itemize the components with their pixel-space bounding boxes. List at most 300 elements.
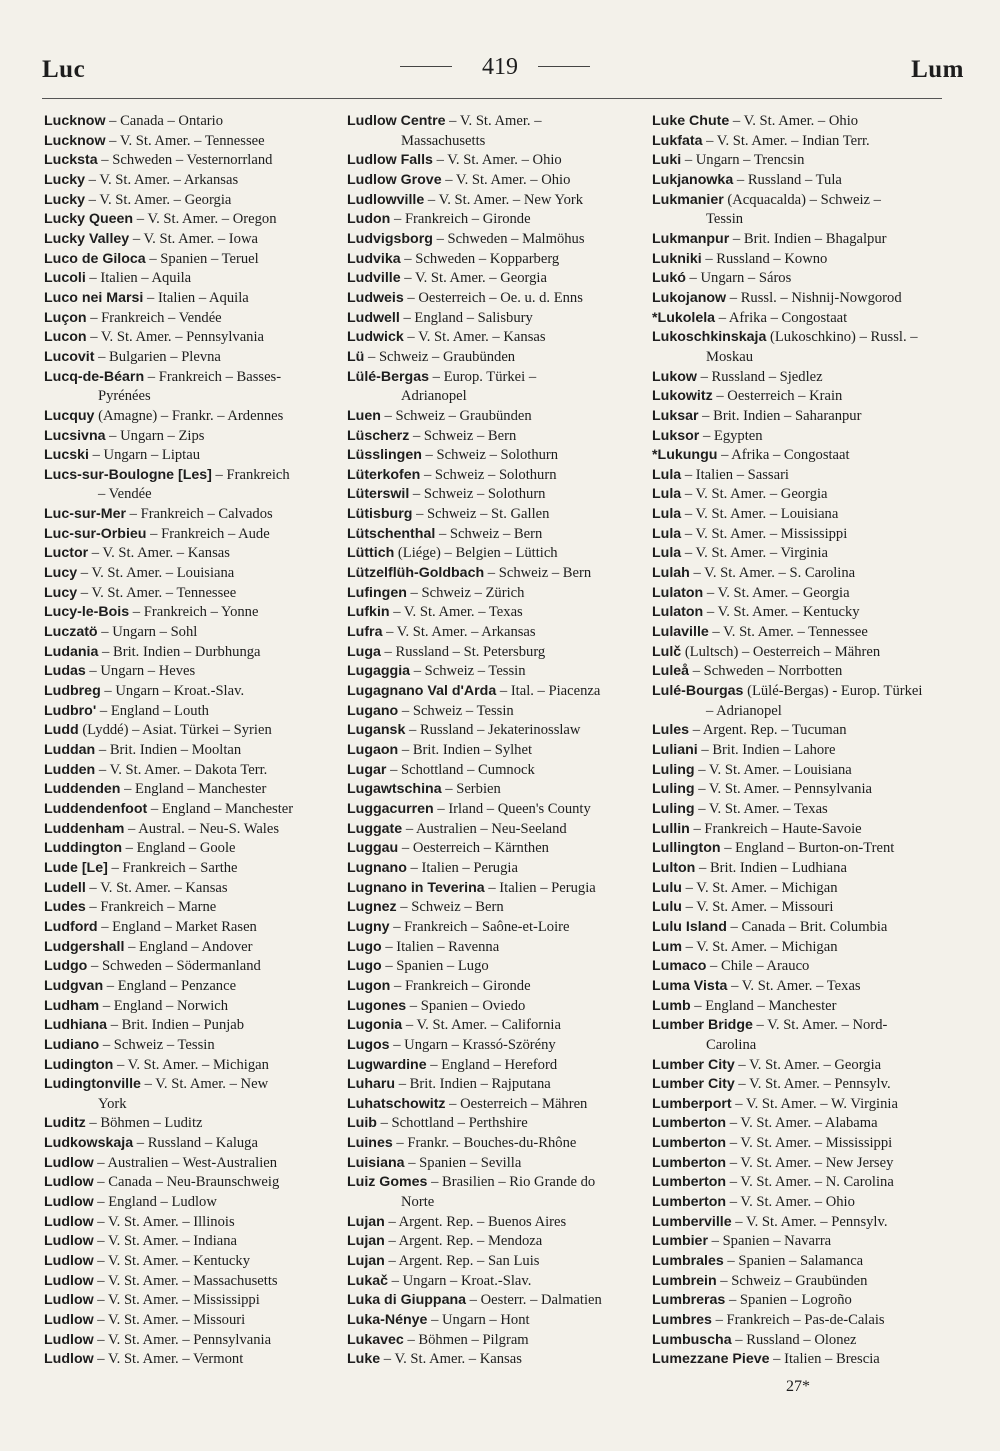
gazetteer-entry bbox=[44, 1350, 338, 1370]
gazetteer-entry bbox=[347, 1154, 643, 1174]
place-location: – Chile – Arauco bbox=[706, 958, 810, 975]
place-name: Lütisburg bbox=[347, 506, 413, 523]
place-name: Luditz bbox=[44, 1115, 86, 1132]
gazetteer-entry bbox=[347, 780, 643, 800]
gazetteer-entry bbox=[652, 1213, 944, 1233]
gazetteer-entry bbox=[652, 1134, 944, 1154]
gazetteer-entry bbox=[652, 1075, 944, 1095]
place-name: Ludham bbox=[44, 997, 100, 1014]
place-name: Luddenham bbox=[44, 820, 125, 837]
gazetteer-entry bbox=[652, 485, 944, 505]
gazetteer-entry bbox=[347, 1036, 643, 1056]
place-name: Luling bbox=[652, 800, 695, 817]
gazetteer-entry bbox=[44, 171, 338, 191]
gazetteer-entry bbox=[347, 1311, 643, 1331]
signature-mark: 27* bbox=[786, 1378, 810, 1395]
place-name: Lumberton bbox=[652, 1154, 727, 1171]
place-location: – V. St. Amer. – Oregon bbox=[133, 211, 277, 228]
place-location: – Afrika – Congostaat bbox=[715, 309, 848, 326]
place-location: – Schweiz – Graubünden bbox=[380, 407, 532, 424]
gazetteer-entry bbox=[44, 1213, 338, 1233]
gazetteer-entry bbox=[44, 761, 338, 781]
place-location: – Frankreich – Gironde bbox=[390, 977, 531, 994]
place-location: (Amagne) – Frankr. – Ardennes bbox=[94, 407, 284, 424]
place-name: Luiz Gomes bbox=[347, 1174, 428, 1191]
place-location: – Ungarn – Sohl bbox=[97, 624, 198, 641]
place-location: – Oesterreich – Krain bbox=[712, 388, 843, 405]
place-name: Lugano bbox=[347, 702, 399, 719]
gazetteer-entry bbox=[652, 780, 944, 800]
place-location: – Schweiz – Bern bbox=[484, 565, 592, 582]
place-name: Luddington bbox=[44, 840, 122, 857]
place-location: – V. St. Amer. – Indiana bbox=[93, 1233, 238, 1250]
place-location: (Liége) – Belgien – Lüttich bbox=[394, 545, 558, 562]
gazetteer-entry bbox=[652, 309, 944, 329]
place-location: – England – Ludlow bbox=[93, 1194, 217, 1211]
place-location: – Frankreich – Gironde bbox=[390, 211, 531, 228]
place-name: Lula bbox=[652, 486, 682, 503]
gazetteer-entry bbox=[44, 505, 338, 525]
gazetteer-entry bbox=[347, 1232, 643, 1252]
place-location: – V. St. Amer. – S. Carolina bbox=[689, 565, 856, 582]
place-location: – Irland – Queen's County bbox=[433, 800, 591, 817]
place-name: Lucky Queen bbox=[44, 211, 134, 228]
place-name: Lugansk bbox=[347, 722, 406, 739]
place-name: Ludd bbox=[44, 722, 79, 739]
gazetteer-entry bbox=[347, 1252, 643, 1272]
place-name: Ludden bbox=[44, 761, 96, 778]
place-location: – England – Andover bbox=[124, 938, 253, 955]
gazetteer-entry bbox=[44, 938, 338, 958]
running-head-left: Luc bbox=[42, 56, 86, 83]
place-location: – V. St. Amer. – Kentucky bbox=[703, 604, 860, 621]
gazetteer-entry bbox=[347, 918, 643, 938]
place-location: – Russland – Tula bbox=[733, 171, 842, 188]
place-name: Lulaville bbox=[652, 624, 709, 641]
gazetteer-entry bbox=[44, 957, 338, 977]
place-name: Luddenden bbox=[44, 781, 121, 798]
place-name: Lulah bbox=[652, 565, 690, 582]
gazetteer-entry bbox=[652, 1272, 944, 1292]
place-name: *Lukungu bbox=[652, 447, 718, 464]
place-name: Lucon bbox=[44, 329, 87, 346]
place-name: Ludell bbox=[44, 879, 86, 896]
place-location: – Schweiz – Tessin bbox=[99, 1036, 215, 1053]
place-location: – Ungarn – Kroat.-Slav. bbox=[388, 1272, 532, 1289]
place-name: Lugo bbox=[347, 938, 382, 955]
place-name: Luksor bbox=[652, 427, 700, 444]
gazetteer-entry bbox=[347, 643, 643, 663]
gazetteer-entry bbox=[44, 643, 338, 663]
gazetteer-entry bbox=[44, 584, 338, 604]
place-location: – Vendée bbox=[98, 486, 152, 503]
gazetteer-entry bbox=[652, 1016, 944, 1036]
place-location: – England – Burton-on-Trent bbox=[720, 840, 895, 857]
gazetteer-entry bbox=[652, 997, 944, 1017]
place-location: – Spanien – Lugo bbox=[381, 958, 489, 975]
place-name: Lukowitz bbox=[652, 388, 713, 405]
place-location: – Brit. Indien – Bhagalpur bbox=[729, 230, 887, 247]
place-name: Ludlow bbox=[44, 1292, 94, 1309]
place-name: Luggau bbox=[347, 840, 399, 857]
gazetteer-entry bbox=[652, 387, 944, 407]
place-name: Luka di Giuppana bbox=[347, 1292, 467, 1309]
place-name: Lumbier bbox=[652, 1233, 708, 1250]
place-location: – Argent. Rep. – Buenos Aires bbox=[384, 1213, 567, 1230]
place-name: Lucy bbox=[44, 565, 78, 582]
place-location: – Italien – Sassari bbox=[681, 466, 789, 483]
gazetteer-entry bbox=[347, 761, 643, 781]
place-location: – V. St. Amer. – Louisiana bbox=[77, 565, 235, 582]
place-name: Ludania bbox=[44, 643, 99, 660]
place-name: Lujan bbox=[347, 1233, 385, 1250]
column-1 bbox=[44, 112, 338, 1370]
place-location: – Oesterreich – Kärnthen bbox=[398, 840, 549, 857]
place-name: Lucknow bbox=[44, 132, 106, 149]
place-location: – V. St. Amer. – Tennessee bbox=[105, 132, 265, 149]
place-location: – Schottland – Perthshire bbox=[376, 1115, 528, 1132]
gazetteer-entry bbox=[44, 1075, 338, 1095]
place-name: Lukojanow bbox=[652, 289, 727, 306]
gazetteer-entry bbox=[347, 564, 643, 584]
place-name: Ludgershall bbox=[44, 938, 125, 955]
place-name: Lufra bbox=[347, 624, 383, 641]
place-location: – Schweiz – Bern bbox=[396, 899, 504, 916]
gazetteer-entry bbox=[347, 957, 643, 977]
gazetteer-entry bbox=[652, 269, 944, 289]
place-location: – England – Goole bbox=[122, 840, 236, 857]
place-name: Ludhiana bbox=[44, 1017, 108, 1034]
gazetteer-entry bbox=[44, 662, 338, 682]
gazetteer-entry bbox=[347, 977, 643, 997]
gazetteer-entry bbox=[652, 446, 944, 466]
place-location: – V. St. Amer. – Kansas bbox=[85, 879, 228, 896]
place-name: Ludlow bbox=[44, 1174, 94, 1191]
place-name: Ludlow bbox=[44, 1351, 94, 1368]
place-name: Lullin bbox=[652, 820, 690, 837]
place-name: Luggacurren bbox=[347, 800, 434, 817]
place-name: Lucknow bbox=[44, 113, 106, 129]
place-location: – Oesterreich – Oe. u. d. Enns bbox=[403, 289, 583, 306]
place-name: Ludlow bbox=[44, 1253, 94, 1270]
place-location: – Italien – Ravenna bbox=[381, 938, 500, 955]
place-name: Ludbro' bbox=[44, 702, 97, 719]
place-name: Ludwick bbox=[347, 329, 404, 346]
place-name: Lucksta bbox=[44, 152, 98, 169]
place-name: Luib bbox=[347, 1115, 377, 1132]
gazetteer-entry bbox=[347, 1173, 643, 1193]
place-location: – Schweden – Malmöhus bbox=[432, 230, 585, 247]
place-name: Lugones bbox=[347, 997, 407, 1014]
place-location: – Spanien – Oviedo bbox=[406, 997, 526, 1014]
place-name: Luka-Nénye bbox=[347, 1312, 428, 1329]
place-location: Tessin bbox=[706, 211, 744, 228]
gazetteer-entry bbox=[347, 544, 643, 564]
gazetteer-entry bbox=[44, 898, 338, 918]
place-name: Lüscherz bbox=[347, 427, 410, 444]
place-location: – Russland – Kowno bbox=[701, 250, 828, 267]
place-name: Ludford bbox=[44, 918, 98, 935]
gazetteer-entry bbox=[347, 151, 643, 171]
place-location: – V. St. Amer. – Pennsylvania bbox=[93, 1331, 272, 1348]
place-location: – Russland – St. Petersburg bbox=[380, 643, 546, 660]
entry-continuation bbox=[347, 387, 643, 407]
place-location: – Italien – Aquila bbox=[85, 270, 192, 287]
place-name: Ludlow Centre bbox=[347, 113, 446, 129]
gazetteer-entry bbox=[347, 525, 643, 545]
gazetteer-entry bbox=[44, 132, 338, 152]
gazetteer-entry bbox=[347, 1114, 643, 1134]
place-name: Luco nei Marsi bbox=[44, 289, 144, 306]
place-name: Ludlow bbox=[44, 1213, 94, 1230]
place-name: Lumbreras bbox=[652, 1292, 726, 1309]
place-name: Lugaon bbox=[347, 742, 399, 758]
place-location: – V. St. Amer. – Indian Terr. bbox=[702, 132, 870, 149]
place-location: – V. St. Amer. – Arkansas bbox=[382, 624, 536, 641]
place-name: Lülé-Bergas bbox=[347, 368, 429, 385]
place-location: – V. St. Amer. – Pennsylv. bbox=[731, 1213, 888, 1230]
place-location: – Argent. Rep. – San Luis bbox=[384, 1253, 540, 1270]
gazetteer-entry bbox=[652, 466, 944, 486]
gazetteer-entry bbox=[44, 544, 338, 564]
gazetteer-entry bbox=[44, 289, 338, 309]
place-location: – Afrika – Congostaat bbox=[717, 447, 850, 464]
place-location: – V. St. Amer. – W. Virginia bbox=[731, 1095, 898, 1112]
place-name: Ludvigsborg bbox=[347, 230, 433, 247]
gazetteer-entry bbox=[347, 112, 643, 132]
place-location: – Spanien – Logroño bbox=[725, 1292, 852, 1309]
place-name: Lumb bbox=[652, 997, 691, 1014]
place-name: Lucky bbox=[44, 191, 86, 208]
place-location: – Schweden – Södermanland bbox=[87, 958, 261, 975]
place-location: – Ungarn – Kroat.-Slav. bbox=[100, 683, 245, 700]
place-name: Lukfata bbox=[652, 132, 703, 149]
place-location: Adrianopel bbox=[401, 388, 467, 405]
gazetteer-entry bbox=[44, 780, 338, 800]
gazetteer-entry bbox=[652, 250, 944, 270]
place-location: – V. St. Amer. – Ohio bbox=[726, 1194, 855, 1211]
gazetteer-entry bbox=[652, 898, 944, 918]
gazetteer-entry bbox=[44, 564, 338, 584]
place-location: – V. St. Amer. – N. Carolina bbox=[726, 1174, 894, 1191]
place-location: – V. St. Amer. – New Jersey bbox=[726, 1154, 894, 1171]
gazetteer-entry bbox=[44, 721, 338, 741]
place-location: – V. St. Amer. – Michigan bbox=[681, 879, 838, 896]
place-location: – England – Manchester bbox=[690, 997, 837, 1014]
gazetteer-entry bbox=[347, 898, 643, 918]
gazetteer-entry bbox=[44, 191, 338, 211]
place-location: (Lyddé) – Asiat. Türkei – Syrien bbox=[78, 722, 272, 739]
place-location: (Lultsch) – Oesterreich – Mähren bbox=[681, 643, 881, 660]
place-location: – V. St. Amer. – Vermont bbox=[93, 1351, 244, 1368]
gazetteer-entry bbox=[347, 1056, 643, 1076]
gazetteer-entry bbox=[652, 1311, 944, 1331]
gazetteer-entry bbox=[44, 1056, 338, 1076]
place-name: Luga bbox=[347, 643, 381, 660]
place-location: – V. St. Amer. – Tennessee bbox=[77, 584, 237, 601]
gazetteer-entry bbox=[347, 505, 643, 525]
place-name: Luksar bbox=[652, 407, 699, 424]
place-name: Ludas bbox=[44, 663, 86, 680]
gazetteer-entry bbox=[347, 879, 643, 899]
place-name: Ludlow Falls bbox=[347, 152, 433, 169]
place-name: Lütschenthal bbox=[347, 525, 436, 542]
gazetteer-entry bbox=[347, 682, 643, 702]
place-location: – Ungarn – Liptau bbox=[88, 447, 201, 464]
gazetteer-entry bbox=[44, 1331, 338, 1351]
column-3 bbox=[652, 112, 944, 1370]
place-name: Ludlow bbox=[44, 1272, 94, 1289]
gazetteer-entry bbox=[652, 328, 944, 348]
place-location: – Schweiz – Tessin bbox=[398, 702, 514, 719]
place-name: Lukmanier bbox=[652, 191, 724, 208]
gazetteer-entry bbox=[347, 623, 643, 643]
place-location: – Russland – Sjedlez bbox=[696, 368, 823, 385]
gazetteer-entry bbox=[347, 485, 643, 505]
place-name: Lullington bbox=[652, 840, 721, 857]
place-location: – Brit. Indien – Lahore bbox=[697, 742, 836, 758]
gazetteer-entry bbox=[44, 997, 338, 1017]
place-location: (Lukoschkino) – Russl. – bbox=[766, 329, 918, 346]
place-name: Luc-sur-Mer bbox=[44, 506, 126, 523]
gazetteer-entry bbox=[44, 702, 338, 722]
place-name: Lula bbox=[652, 545, 682, 562]
entry-continuation bbox=[652, 348, 944, 368]
place-name: Lumezzane Pieve bbox=[652, 1351, 770, 1368]
gazetteer-entry bbox=[347, 584, 643, 604]
gazetteer-entry bbox=[652, 407, 944, 427]
gazetteer-entry bbox=[652, 230, 944, 250]
gazetteer-entry bbox=[652, 132, 944, 152]
place-name: Lugonia bbox=[347, 1017, 403, 1034]
place-location: – V. St. Amer. – Mississippi bbox=[681, 525, 848, 542]
gazetteer-entry bbox=[44, 466, 338, 486]
place-location: – Ungarn – Heves bbox=[85, 663, 196, 680]
gazetteer-entry bbox=[44, 741, 338, 761]
place-location: – V. St. Amer. – Arkansas bbox=[85, 171, 239, 188]
place-name: Luc-sur-Orbieu bbox=[44, 525, 147, 542]
running-head-right: Lum bbox=[911, 56, 964, 83]
place-location: – Europ. Türkei – bbox=[429, 368, 537, 385]
gazetteer-entry bbox=[652, 191, 944, 211]
gazetteer-entry bbox=[652, 1095, 944, 1115]
place-name: Lumber Bridge bbox=[652, 1017, 753, 1034]
place-location: – Brasilien – Rio Grande do bbox=[427, 1174, 596, 1191]
gazetteer-entry bbox=[347, 997, 643, 1017]
place-name: Ludlow Grove bbox=[347, 171, 442, 188]
place-location: – England – Norwich bbox=[99, 997, 229, 1014]
place-name: Lü bbox=[347, 348, 365, 365]
gazetteer-entry bbox=[652, 171, 944, 191]
gazetteer-entry bbox=[652, 800, 944, 820]
place-name: Luines bbox=[347, 1135, 393, 1152]
place-location: – Schweiz – Solothurn bbox=[409, 486, 546, 503]
gazetteer-entry bbox=[652, 918, 944, 938]
gazetteer-entry bbox=[347, 328, 643, 348]
gazetteer-entry bbox=[347, 938, 643, 958]
place-name: Ludlow bbox=[44, 1194, 94, 1211]
place-location: – Canada – Brit. Columbia bbox=[726, 918, 888, 935]
place-location: – Bulgarien – Plevna bbox=[94, 348, 221, 365]
gazetteer-entry bbox=[652, 525, 944, 545]
place-name: Lukmanpur bbox=[652, 230, 730, 247]
gazetteer-entry bbox=[652, 1173, 944, 1193]
place-location: – England – Manchester bbox=[147, 800, 294, 817]
gazetteer-entry bbox=[347, 289, 643, 309]
place-location: – V. St. Amer. – Alabama bbox=[726, 1115, 878, 1132]
place-name: Lumberton bbox=[652, 1174, 727, 1191]
place-name: Ludgvan bbox=[44, 977, 104, 994]
place-location: – V. St. Amer. – Dakota Terr. bbox=[95, 761, 268, 778]
place-name: Luling bbox=[652, 781, 695, 798]
place-name: Ludlowville bbox=[347, 191, 425, 208]
place-location: – Russland – Olonez bbox=[731, 1331, 857, 1348]
gazetteer-entry bbox=[652, 1193, 944, 1213]
gazetteer-entry bbox=[44, 859, 338, 879]
place-location: – Böhmen – Pilgram bbox=[403, 1331, 529, 1348]
gazetteer-entry bbox=[347, 1272, 643, 1292]
gazetteer-entry bbox=[44, 1173, 338, 1193]
gazetteer-entry bbox=[347, 1350, 643, 1370]
gazetteer-entry bbox=[347, 1095, 643, 1115]
header-rule bbox=[42, 98, 942, 99]
place-name: Lüttich bbox=[347, 545, 395, 562]
place-name: Lukó bbox=[652, 270, 686, 287]
place-name: Lucky Valley bbox=[44, 230, 130, 247]
place-name: Ludweis bbox=[347, 289, 404, 306]
gazetteer-entry bbox=[347, 348, 643, 368]
gazetteer-entry bbox=[44, 977, 338, 997]
place-name: Lulč bbox=[652, 643, 682, 660]
gazetteer-entry bbox=[652, 662, 944, 682]
entry-continuation bbox=[652, 210, 944, 230]
place-location: – Frankreich – Haute-Savoie bbox=[689, 820, 862, 837]
gazetteer-entry bbox=[347, 1016, 643, 1036]
gazetteer-entry bbox=[652, 859, 944, 879]
place-location: – Italien – Brescia bbox=[769, 1351, 880, 1368]
gazetteer-entry bbox=[44, 839, 338, 859]
gazetteer-entry bbox=[44, 151, 338, 171]
gazetteer-entry bbox=[347, 446, 643, 466]
gazetteer-entry bbox=[652, 368, 944, 388]
place-location: – Frankreich – Vendée bbox=[86, 309, 222, 326]
place-location: – England – Market Rasen bbox=[97, 918, 257, 935]
place-location: – Schweiz – Bern bbox=[409, 427, 517, 444]
place-name: Luisiana bbox=[347, 1154, 405, 1171]
place-location: Carolina bbox=[706, 1036, 757, 1053]
gazetteer-entry bbox=[44, 682, 338, 702]
place-location: – Schweiz – Bern bbox=[435, 525, 543, 542]
gazetteer-entry bbox=[652, 505, 944, 525]
place-name: Lugagnano Val d'Arda bbox=[347, 683, 497, 700]
place-location: – Frankreich – Yonne bbox=[129, 604, 259, 621]
place-name: Lüterswil bbox=[347, 486, 410, 503]
place-location: – V. St. Amer. – Ohio bbox=[729, 113, 859, 129]
page-number: 419 bbox=[482, 54, 518, 80]
place-name: Lulaton bbox=[652, 604, 704, 621]
header-line-right bbox=[538, 66, 590, 67]
place-name: Lula bbox=[652, 506, 682, 523]
place-location: – V. St. Amer. – bbox=[445, 113, 542, 129]
place-name: *Lukolela bbox=[652, 309, 716, 326]
gazetteer-entry bbox=[347, 820, 643, 840]
place-name: Luco de Giloca bbox=[44, 250, 146, 267]
gazetteer-entry bbox=[44, 603, 338, 623]
place-location: – Schweden – Kopparberg bbox=[400, 250, 560, 267]
gazetteer-entry bbox=[652, 1252, 944, 1272]
place-location: – V. St. Amer. – Kansas bbox=[380, 1351, 522, 1368]
place-name: Luke Chute bbox=[652, 113, 730, 129]
